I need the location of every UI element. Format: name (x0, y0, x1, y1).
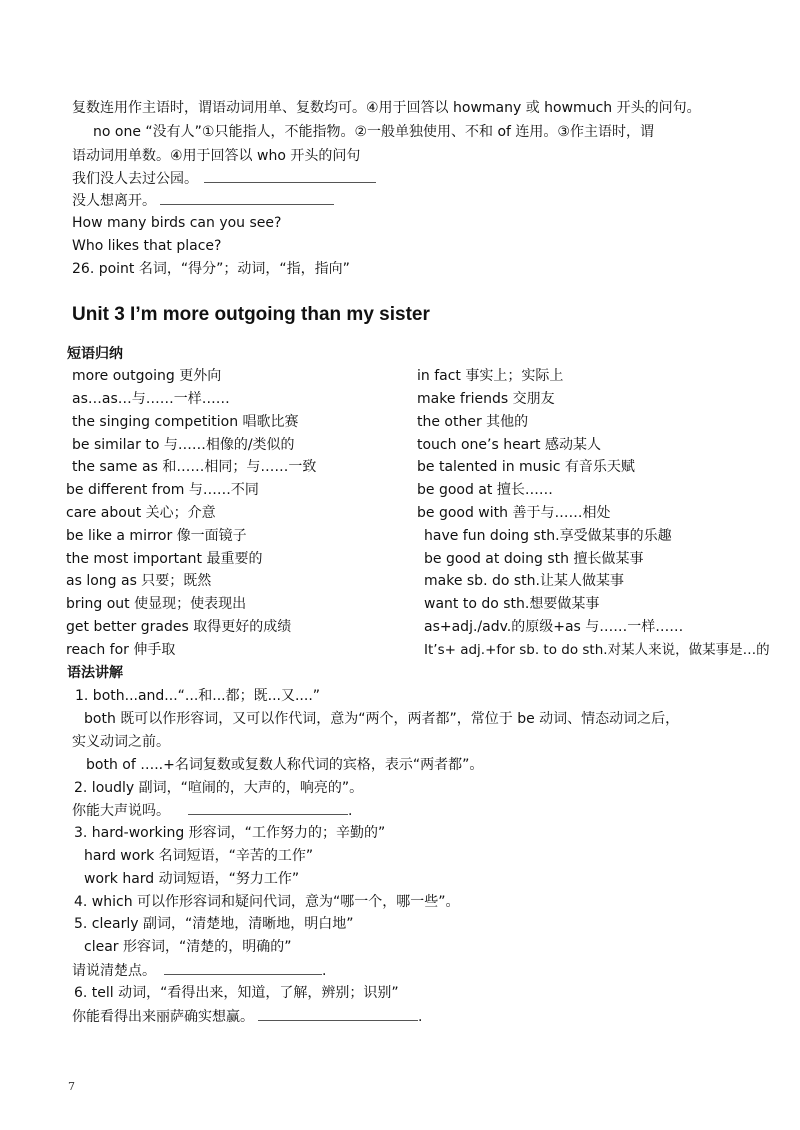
answer-blank[interactable] (188, 800, 348, 815)
grammar-exercise (72, 1006, 422, 1027)
phrase-left: be similar to 与……相像的/类似的 (72, 437, 295, 453)
phrase-right: It’s+ adj.+for sb. to do sth.对某人来说，做某事是…的 (424, 642, 770, 658)
intro-exercise-2 (72, 190, 334, 211)
grammar-heading: 语法讲解 (67, 665, 123, 681)
phrase-left: as long as 只要；既然 (66, 573, 212, 589)
phrase-left: get better grades 取得更好的成绩 (66, 619, 292, 635)
grammar-exercise-text: 你能大声说吗。 (72, 803, 170, 819)
grammar-exercise (72, 960, 326, 981)
grammar-line: 实义动词之前。 (72, 734, 170, 750)
phrase-left: as…as…与……一样…… (72, 391, 230, 407)
answer-blank[interactable] (204, 168, 376, 183)
grammar-line: 2. loudly 副词，“喧闹的，大声的，响亮的”。 (74, 780, 364, 796)
grammar-line: both 既可以作形容词，又可以作代词，意为“两个，两者都”，常位于 be 动词、情态动词之后， (84, 711, 680, 727)
phrase-right: as+adj./adv.的原级+as 与……一样…… (424, 619, 684, 635)
answer-blank[interactable] (164, 960, 322, 975)
grammar-line: 1. both...and...“...和...都；既...又....” (75, 688, 321, 704)
phrase-right: the other 其他的 (417, 414, 529, 430)
blank-period: . (322, 963, 327, 979)
phrase-right: be talented in music 有音乐天赋 (417, 459, 635, 475)
phrase-left: bring out 使显现；使表现出 (66, 596, 247, 612)
phrase-left: more outgoing 更外向 (72, 368, 222, 384)
intro-line-2: no one “没有人”①只能指人，不能指物。②一般单独使用、不和 of 连用。③作主语时，谓 (93, 124, 654, 140)
grammar-exercise-text: 请说清楚点。 (72, 963, 156, 979)
blank-period: . (348, 803, 353, 819)
phrase-right: be good at 擅长…… (417, 482, 553, 498)
intro-exercise-1 (72, 168, 376, 189)
grammar-line: clear 形容词，“清楚的，明确的” (84, 939, 292, 955)
answer-blank[interactable] (160, 190, 334, 205)
phrase-right: be good with 善于与……相处 (417, 505, 611, 521)
intro-exercise-2-text: 没人想离开。 (72, 193, 156, 209)
grammar-exercise (72, 800, 352, 821)
phrase-right: in fact 事实上；实际上 (417, 368, 564, 384)
grammar-line: 5. clearly 副词，“清楚地，清晰地，明白地” (74, 916, 354, 932)
grammar-line: 6. tell 动词，“看得出来，知道，了解，辨别；识别” (74, 985, 399, 1001)
phrase-right: have fun doing sth.享受做某事的乐趣 (424, 528, 672, 544)
intro-line-6: How many birds can you see? (72, 215, 282, 231)
blank-period: . (418, 1009, 423, 1025)
grammar-line: 3. hard-working 形容词，“工作努力的；辛勤的” (74, 825, 386, 841)
intro-line-1: 复数连用作主语时，谓语动词用单、复数均可。④用于回答以 howmany 或 howmuch 开头的问句。 (72, 100, 701, 116)
grammar-line: both of …..+名词复数或复数人称代词的宾格，表示“两者都”。 (86, 757, 484, 773)
phrase-left: be different from 与……不同 (66, 482, 259, 498)
intro-line-8: 26. point 名词，“得分”；动词，“指，指向” (72, 261, 350, 277)
phrase-left: the same as 和……相同；与……一致 (72, 459, 317, 475)
unit-title: Unit 3 I’m more outgoing than my sister (72, 304, 430, 325)
phrase-left: reach for 伸手取 (66, 642, 176, 658)
phrase-right: make friends 交朋友 (417, 391, 555, 407)
intro-line-3: 语动词用单数。④用于回答以 who 开头的问句 (72, 148, 361, 164)
grammar-line: hard work 名词短语，“辛苦的工作” (84, 848, 314, 864)
intro-line-7: Who likes that place? (72, 238, 222, 254)
grammar-line: 4. which 可以作形容词和疑问代词，意为“哪一个，哪一些”。 (74, 894, 460, 910)
intro-exercise-1-text: 我们没人去过公园。 (72, 171, 198, 187)
phrase-right: make sb. do sth.让某人做某事 (424, 573, 624, 589)
answer-blank[interactable] (258, 1006, 418, 1021)
phrase-right: touch one’s heart 感动某人 (417, 437, 601, 453)
grammar-line: work hard 动词短语，“努力工作” (84, 871, 300, 887)
phrase-left: the singing competition 唱歌比赛 (72, 414, 299, 430)
phrase-left: the most important 最重要的 (66, 551, 263, 567)
phrase-left: be like a mirror 像一面镜子 (66, 528, 247, 544)
phrase-right: be good at doing sth 擅长做某事 (424, 551, 644, 567)
page-number: 7 (68, 1080, 75, 1093)
phrases-heading: 短语归纳 (67, 346, 123, 362)
grammar-exercise-text: 你能看得出来丽萨确实想赢。 (72, 1009, 254, 1025)
phrase-left: care about 关心；介意 (66, 505, 216, 521)
phrase-right: want to do sth.想要做某事 (424, 596, 600, 612)
